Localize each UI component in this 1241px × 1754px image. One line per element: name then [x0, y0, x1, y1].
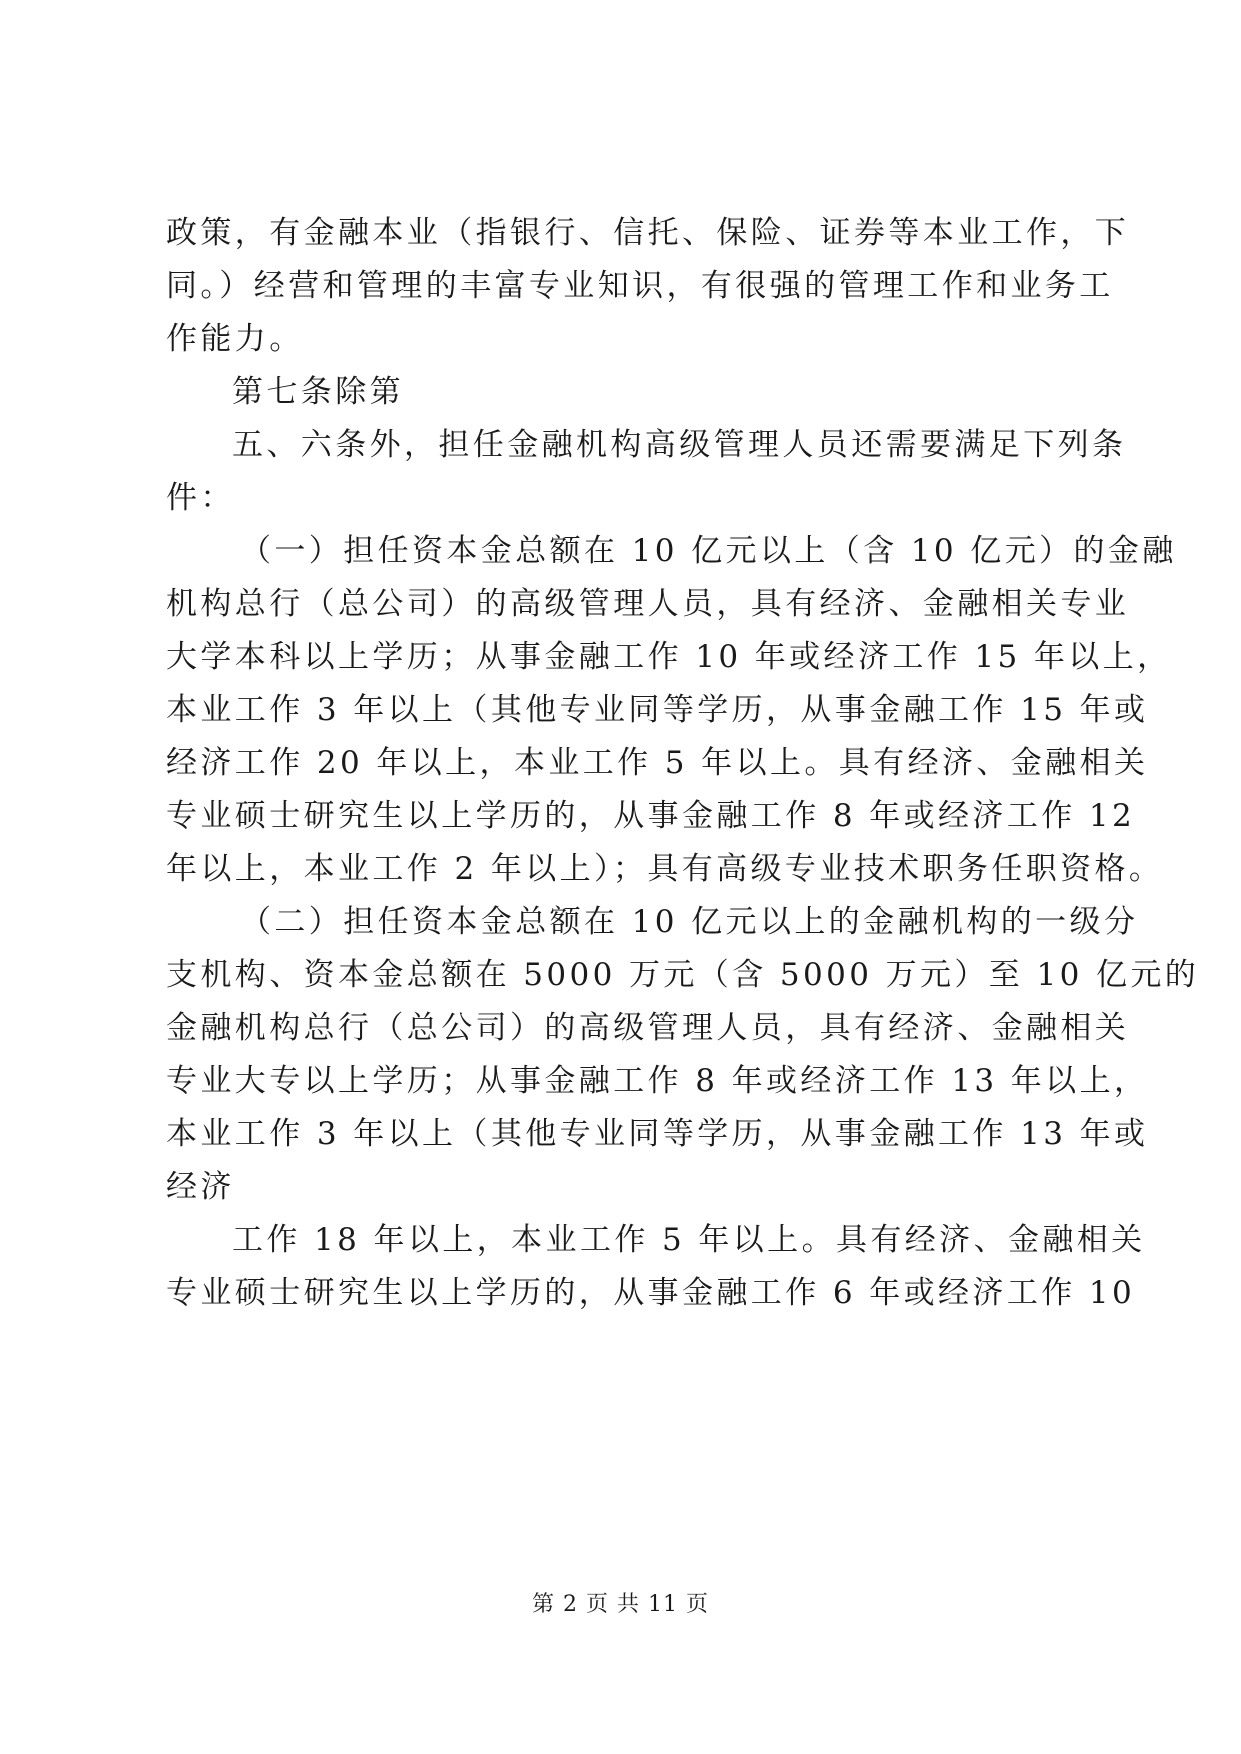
body-text-line: 支机构、资本金总额在 5000 万元（含 5000 万元）至 10 亿元的: [166, 957, 1200, 993]
body-text-line: 政策，有金融本业（指银行、信托、保险、证券等本业工作，下: [166, 215, 1130, 251]
body-text-line: 作能力。: [166, 321, 304, 357]
body-text-line: 专业大专以上学历；从事金融工作 8 年或经济工作 13 年以上，: [166, 1063, 1149, 1099]
clause-two-start: （二）担任资本金总额在 10 亿元以上的金融机构的一级分: [240, 904, 1139, 940]
body-text-line: 大学本科以上学历；从事金融工作 10 年或经济工作 15 年以上，: [166, 639, 1172, 675]
body-text-line: 五、六条外，担任金融机构高级管理人员还需要满足下列条: [232, 427, 1127, 463]
article-heading: 第七条除第: [232, 374, 404, 410]
clause-one-start: （一）担任资本金总额在 10 亿元以上（含 10 亿元）的金融: [240, 533, 1177, 569]
body-text-line: 年以上，本业工作 2 年以上）；具有高级专业技术职务任职资格。: [166, 851, 1164, 887]
body-text-line: 专业硕士研究生以上学历的，从事金融工作 8 年或经济工作 12: [166, 798, 1136, 834]
body-text-line: 本业工作 3 年以上（其他专业同等学历，从事金融工作 15 年或: [166, 692, 1149, 728]
body-text-line: 经济: [166, 1169, 235, 1205]
page-number-footer: 第 2 页 共 11 页: [532, 1592, 709, 1617]
body-text-line: 金融机构总行（总公司）的高级管理人员，具有经济、金融相关: [166, 1010, 1130, 1046]
body-text-line: 经济工作 20 年以上，本业工作 5 年以上。具有经济、金融相关: [166, 745, 1149, 781]
body-text-line: 工作 18 年以上，本业工作 5 年以上。具有经济、金融相关: [232, 1222, 1146, 1258]
body-text-line: 件：: [166, 480, 235, 516]
body-text-line: 机构总行（总公司）的高级管理人员，具有经济、金融相关专业: [166, 586, 1130, 622]
body-text-line: 专业硕士研究生以上学历的，从事金融工作 6 年或经济工作 10: [166, 1275, 1136, 1311]
body-text-line: 本业工作 3 年以上（其他专业同等学历，从事金融工作 13 年或: [166, 1116, 1149, 1152]
body-text-line: 同。）经营和管理的丰富专业知识，有很强的管理工作和业务工: [166, 268, 1114, 304]
